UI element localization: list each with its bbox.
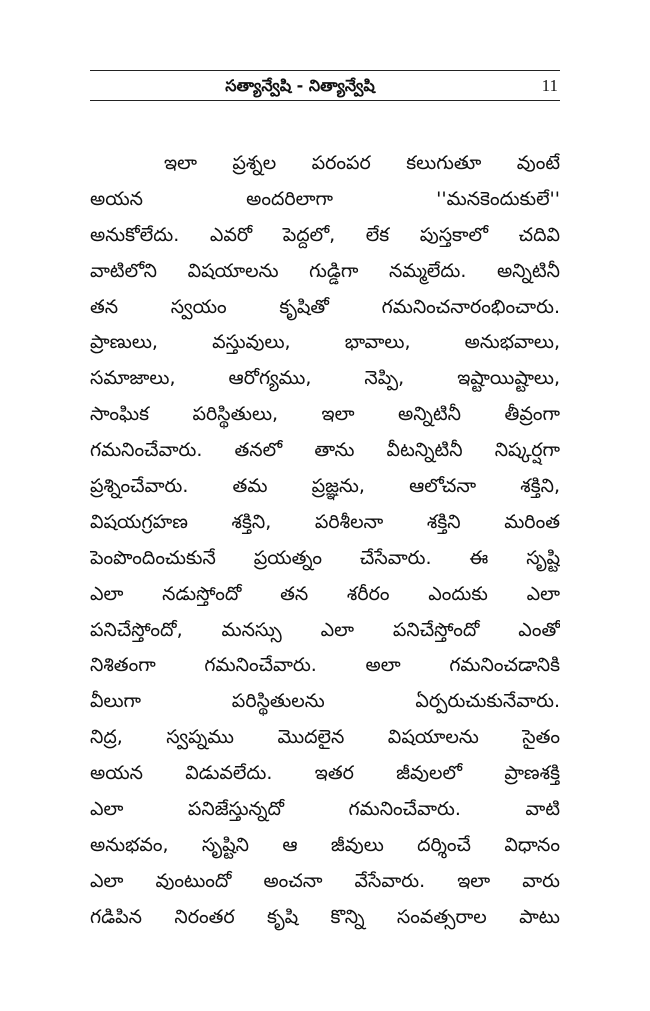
paragraph-line: వీలుగా పరిస్థితులను ఏర్పరుచుకునేవారు.: [90, 690, 560, 713]
paragraph-line: గమనించేవారు. తనలో తాను వీటన్నిటినీ నిష్కర్షగా: [90, 439, 560, 462]
paragraph-line: ఎలా పనిజేస్తున్నదో గమనించేవారు. వాటి: [90, 798, 560, 821]
running-title: సత్యాన్వేషి - నిత్యాన్వేషి: [225, 76, 375, 95]
paragraph-line: ప్రశ్నించేవారు. తమ ప్రజ్ఞను, ఆలోచనా శక్తిని,: [90, 475, 560, 498]
paragraph-line: పనిచేస్తోందో, మనస్సు ఎలా పనిచేస్తోందో ఎంతో: [90, 618, 560, 641]
paragraph-line: అయన విడువలేదు. ఇతర జీవులలో ప్రాణశక్తి: [90, 762, 560, 785]
paragraph-line: అనుకోలేదు. ఎవరో పెద్దలో, లేక పుస్తకాలో చదివి: [90, 223, 560, 246]
paragraph-line: నిశితంగా గమనించేవారు. అలా గమనించడానికి: [90, 654, 560, 677]
paragraph-line: పెంపొందించుకునే ప్రయత్నం చేసేవారు. ఈ సృష్టి: [90, 546, 560, 569]
paragraph-line: వాటిలోని విషయాలను గుడ్డిగా నమ్మలేదు. అన్నిటినీ: [90, 259, 560, 282]
paragraph-line: సమాజాలు, ఆరోగ్యము, నెప్పి, ఇష్టాయిష్టాలు,: [90, 367, 560, 390]
paragraph-line: ఎలా వుంటుందో అంచనా వేసేవారు. ఇలా వారు: [90, 869, 560, 892]
paragraph-line: నిద్ర, స్వప్నము మొదలైన విషయాలను సైతం: [90, 726, 560, 749]
paragraph-line: గడిపిన నిరంతర కృషి కొన్ని సంవత్సరాల పాటు: [90, 905, 560, 928]
running-header: [90, 70, 560, 96]
paragraph-line: ఎలా నడుస్తోందో తన శరీరం ఎందుకు ఎలా: [90, 582, 560, 605]
body-paragraph: [90, 146, 560, 936]
paragraph-line: విషయగ్రహణ శక్తిని, పరిశీలనా శక్తిని మరింత: [90, 510, 560, 533]
paragraph-line: అనుభవం, సృష్టిని ఆ జీవులు దర్శించే విధానం: [90, 833, 560, 856]
header-top-rule: [90, 70, 560, 71]
paragraph-line: అయన అందరిలాగా ''మనకెందుకులే'': [90, 187, 560, 210]
paragraph-line: ప్రాణులు, వస్తువులు, భావాలు, అనుభవాలు,: [90, 331, 560, 354]
paragraph-line: ఇలా ప్రశ్నల పరంపర కలుగుతూ వుంటే: [164, 152, 560, 174]
paragraph-line: సాంఘిక పరిస్థితులు, ఇలా అన్నిటినీ తీవ్రంగా: [90, 403, 560, 426]
page-number: 11: [541, 76, 558, 95]
header-underline: [90, 100, 560, 101]
paragraph-line: తన స్వయం కృషితో గమనించనారంభించారు.: [90, 295, 560, 318]
